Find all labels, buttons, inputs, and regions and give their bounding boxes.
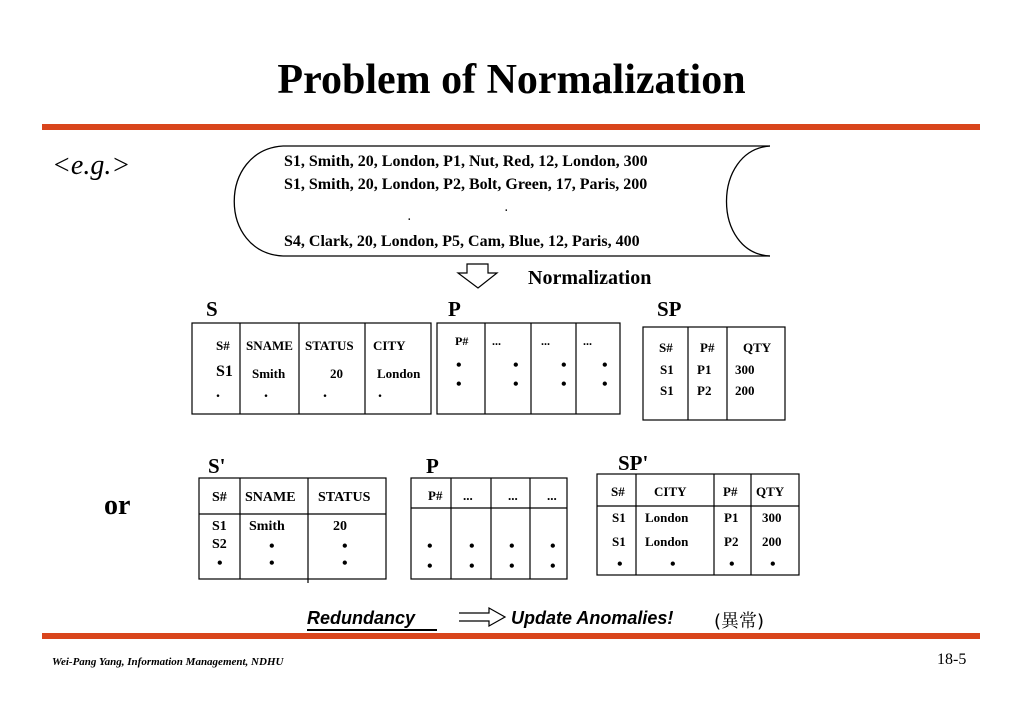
sp-header-snum: S# xyxy=(659,340,673,355)
sp-prime-cell: London xyxy=(645,510,689,525)
ellipsis-dot: • xyxy=(217,555,223,572)
ellipsis-dot: • xyxy=(561,357,567,374)
s-prime-cell: S1 xyxy=(212,519,227,534)
s-prime-cell: S2 xyxy=(212,537,227,552)
example-label: <e.g.> xyxy=(52,150,131,181)
ellipsis-dot: • xyxy=(509,558,515,575)
s-header-snum: S# xyxy=(216,338,230,353)
s-cell-sname: Smith xyxy=(252,366,286,381)
table-name-s-prime: S' xyxy=(208,454,226,478)
ellipsis-dot: • xyxy=(550,558,556,575)
table-name-p: P xyxy=(426,454,439,478)
page-number: 18-5 xyxy=(937,651,967,668)
normalization-label: Normalization xyxy=(528,267,652,289)
ellipsis-dot: . xyxy=(264,384,268,401)
ellipsis-dot: • xyxy=(617,556,623,573)
s-prime-header-sname: SNAME xyxy=(245,490,296,505)
ellipsis-dot: • xyxy=(456,357,462,374)
ellipsis-dot: • xyxy=(427,538,433,555)
p-header-more: ... xyxy=(541,334,550,348)
p-header-more: ... xyxy=(547,488,557,503)
or-label: or xyxy=(104,490,131,521)
ellipsis-dot: • xyxy=(269,555,275,572)
table-name-s: S xyxy=(206,297,218,321)
sp-prime-cell: S1 xyxy=(612,534,626,549)
sp-cell: S1 xyxy=(660,383,674,398)
sp-prime-header-snum: S# xyxy=(611,484,625,499)
ellipsis-dot: • xyxy=(561,376,567,393)
ellipsis-dot: . xyxy=(378,384,382,401)
ellipsis-dot: • xyxy=(469,538,475,555)
sp-cell: S1 xyxy=(660,362,674,377)
bag-ellipsis-dot: . xyxy=(505,203,508,214)
table-name-p: P xyxy=(448,297,461,321)
p-header-more: ... xyxy=(492,334,501,348)
p-header-more: ... xyxy=(508,488,518,503)
s-header-status: STATUS xyxy=(305,338,354,353)
sp-cell: 300 xyxy=(735,362,755,377)
ellipsis-dot: • xyxy=(602,376,608,393)
sp-prime-cell: P1 xyxy=(724,510,739,525)
ellipsis-dot: • xyxy=(729,556,735,573)
bag-tuple-2: S1, Smith, 20, London, P2, Bolt, Green, 17, Paris, 200 xyxy=(284,176,648,193)
redundancy-label: Redundancy xyxy=(307,608,437,631)
bag-tuple-3: S4, Clark, 20, London, P5, Cam, Blue, 12, Paris, 400 xyxy=(284,233,640,250)
ellipsis-dot: • xyxy=(427,558,433,575)
sp-header-qty: QTY xyxy=(743,340,772,355)
s-cell-status: 20 xyxy=(330,366,343,381)
table-name-sp-prime: SP' xyxy=(618,451,649,475)
s-prime-header-status: STATUS xyxy=(318,490,371,505)
ellipsis-dot: • xyxy=(602,357,608,374)
ellipsis-dot: • xyxy=(342,555,348,572)
p-header-more: ... xyxy=(463,488,473,503)
sp-prime-cell: P2 xyxy=(724,534,739,549)
s-header-sname: SNAME xyxy=(246,338,293,353)
p-header-pnum: P# xyxy=(455,334,469,348)
ellipsis-dot: • xyxy=(469,558,475,575)
ellipsis-dot: • xyxy=(513,376,519,393)
sp-prime-header-pnum: P# xyxy=(723,484,738,499)
ellipsis-dot: . xyxy=(216,384,220,401)
ellipsis-dot: • xyxy=(342,538,348,555)
ellipsis-dot: • xyxy=(770,556,776,573)
sp-cell: 200 xyxy=(735,383,755,398)
bag-ellipsis-dot: . xyxy=(408,212,411,223)
sp-prime-header-city: CITY xyxy=(654,484,687,499)
sp-prime-cell: 200 xyxy=(762,534,782,549)
sp-prime-cell: London xyxy=(645,534,689,549)
bag-tuple-1: S1, Smith, 20, London, P1, Nut, Red, 12, London, 300 xyxy=(284,153,648,170)
ellipsis-dot: • xyxy=(670,556,676,573)
ellipsis-dot: . xyxy=(323,384,327,401)
sp-prime-cell: 300 xyxy=(762,510,782,525)
slide-title: Problem of Normalization xyxy=(277,57,746,103)
s-header-city: CITY xyxy=(373,338,406,353)
ellipsis-dot: • xyxy=(550,538,556,555)
s-cell-snum: S1 xyxy=(216,363,233,380)
s-prime-header-snum: S# xyxy=(212,490,227,505)
sp-cell: P2 xyxy=(697,383,712,398)
ellipsis-dot: • xyxy=(513,357,519,374)
footer-credit: Wei-Pang Yang, Information Management, NDHU xyxy=(52,656,284,668)
sp-header-pnum: P# xyxy=(700,340,715,355)
ellipsis-dot: • xyxy=(509,538,515,555)
sp-prime-cell: S1 xyxy=(612,510,626,525)
s-cell-city: London xyxy=(377,366,421,381)
s-prime-cell: Smith xyxy=(249,519,285,534)
s-prime-cell: 20 xyxy=(333,519,347,534)
sp-cell: P1 xyxy=(697,362,712,377)
ellipsis-dot: • xyxy=(456,376,462,393)
p-header-pnum: P# xyxy=(428,488,443,503)
ellipsis-dot: • xyxy=(269,538,275,555)
anomaly-cjk-note: (異常) xyxy=(714,611,765,632)
sp-prime-header-qty: QTY xyxy=(756,484,785,499)
update-anomalies-label: Update Anomalies! xyxy=(511,608,674,628)
table-name-sp: SP xyxy=(657,297,682,321)
p-header-more: ... xyxy=(583,334,592,348)
